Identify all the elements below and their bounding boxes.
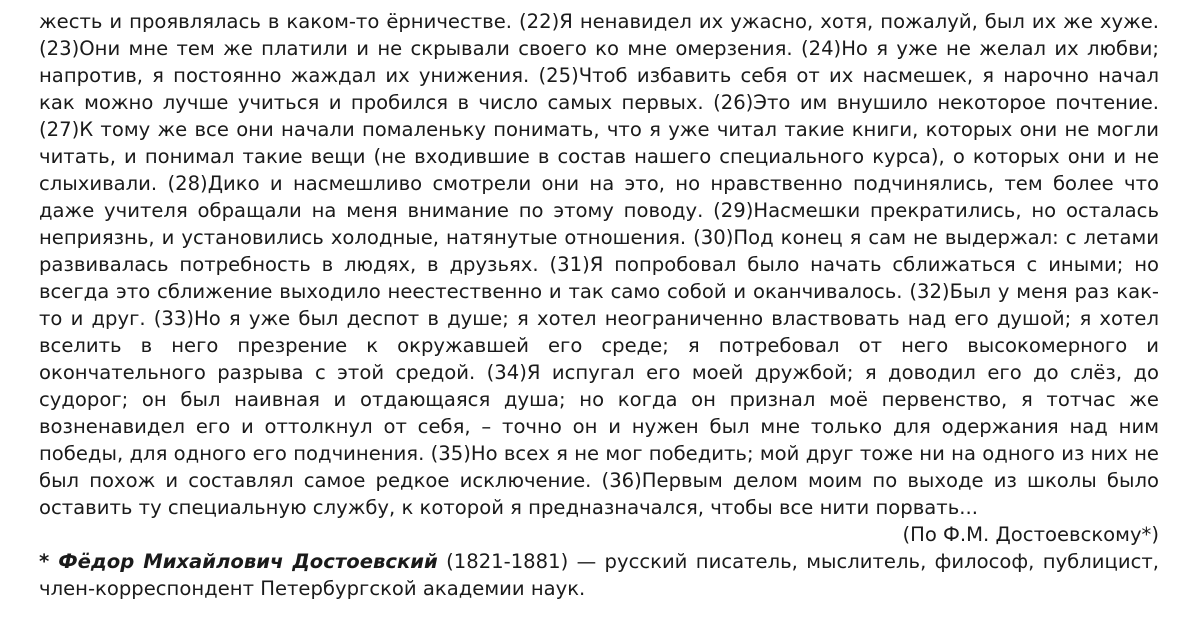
footnote-author-name: * Фёдор Михайлович Достоевский — [39, 550, 438, 573]
main-paragraph: жесть и проявлялась в каком-то ёрничестве. (22)Я ненавидел их ужасно, хотя, пожалуй, был их же хуже. (23)Они мне тем же платили и не скрывали своего ко мне омерзения. (24)Но я уже не желал их любви; напротив, я постоянно жаждал их унижения. (25)Чтоб избавить себя от их насмешек, я нарочно начал как можно лучше учиться и пробился в число самых первых. (26)Это им внушило некоторое почтение. (27)К тому же все они начали помаленьку понимать, что я уже читал такие книги, которых они не могли читать, и понимал такие вещи (не входившие в состав нашего специального курса), о которых они и не слыхивали. (28)Дико и насмешливо смотрели они на это, но нравственно подчинялись, тем более что даже учителя обращали на меня внимание по этому поводу. (29)Насмешки прекратились, но осталась неприязнь, и установились холодные, натянутые отношения. (30)Под конец я сам не выдержал: с летами развивалась потребность в людях, в друзьях. (31)Я попробовал было начать сближаться с иными; но всегда это сближение выходило неестественно и так само собой и оканчивалось. (32)Был у меня раз как-то и друг. (33)Но я уже был деспот в душе; я хотел неограниченно властвовать над его душой; я хотел вселить в него презрение к окружавшей его среде; я потребовал от него высокомерного и окончательного разрыва с этой средой. (34)Я испугал его моей дружбой; я доводил его до слёз, до судорог; он был наивная и отдающаяся душа; но когда он признал моё первенство, я тотчас же возненавидел его и оттолкнул от себя, – точно он и нужен был мне только для одержания над ним победы, для одного его подчинения. (35)Но всех я не мог победить; мой друг тоже ни на одного из них не был похож и составлял самое редкое исключение. (36)Первым делом моим по выходе из школы было оставить ту специальную службу, к которой я предназначался, чтобы все нити порвать... — [39, 10, 1159, 519]
author-footnote — [39, 548, 1159, 602]
footnote-description: (1821-1881) — русский писатель, мыслитель, философ, публицист, член-корреспондент Петербургской академии наук. — [39, 550, 1159, 600]
source-attribution: (По Ф.М. Достоевскому*) — [902, 523, 1159, 546]
document-page — [39, 8, 1159, 602]
